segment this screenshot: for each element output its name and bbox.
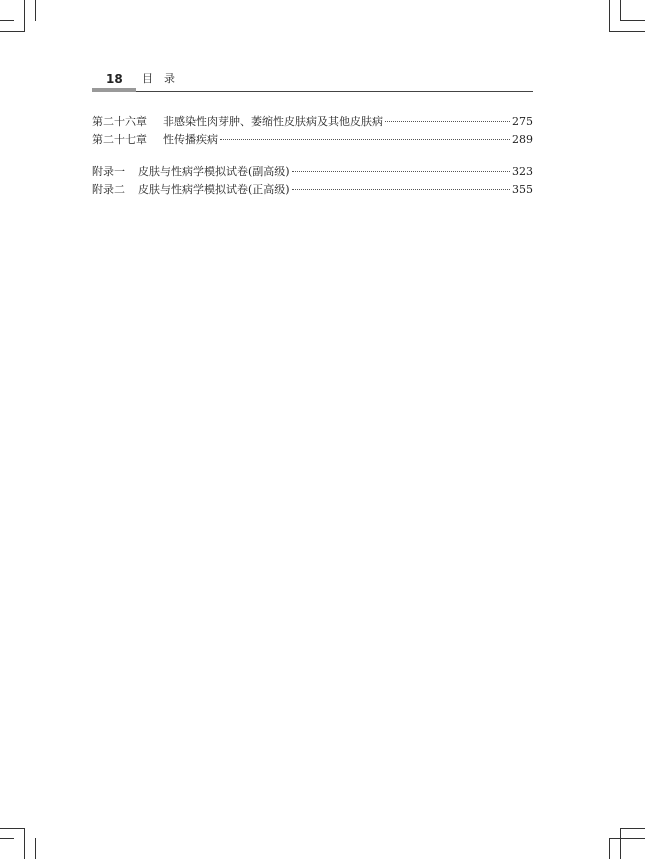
toc-entry-page: 289: [512, 133, 533, 146]
toc-entry-page: 323: [512, 165, 533, 178]
dot-leader: [292, 171, 510, 172]
toc-entry-appendix-1[interactable]: [92, 163, 533, 181]
section-gap: [92, 149, 533, 163]
running-header: [92, 71, 533, 93]
dot-leader: [220, 139, 510, 140]
page-number-bar: [92, 88, 136, 92]
toc-entry-title: 皮肤与性病学模拟试卷(正高级): [138, 183, 290, 196]
toc-entry-page: 275: [512, 115, 533, 128]
toc-entry-label: 附录二: [92, 183, 125, 196]
dot-leader: [292, 189, 510, 190]
table-of-contents: [92, 113, 533, 199]
toc-entry-chapter-26[interactable]: [92, 113, 533, 131]
toc-entry-appendix-2[interactable]: [92, 181, 533, 199]
toc-entry-label: 第二十七章: [92, 133, 147, 146]
toc-entry-label: 附录一: [92, 165, 125, 178]
header-title: 目录: [142, 72, 186, 85]
page-number: 18: [106, 72, 123, 86]
toc-entry-title: 性传播疾病: [163, 133, 218, 146]
toc-entry-label: 第二十六章: [92, 115, 147, 128]
toc-entry-chapter-27[interactable]: [92, 131, 533, 149]
toc-entry-page: 355: [512, 183, 533, 196]
toc-entry-title: 皮肤与性病学模拟试卷(副高级): [138, 165, 290, 178]
header-rule: [136, 91, 533, 92]
toc-entry-title: 非感染性肉芽肿、萎缩性皮肤病及其他皮肤病: [163, 115, 383, 128]
dot-leader: [385, 121, 510, 122]
